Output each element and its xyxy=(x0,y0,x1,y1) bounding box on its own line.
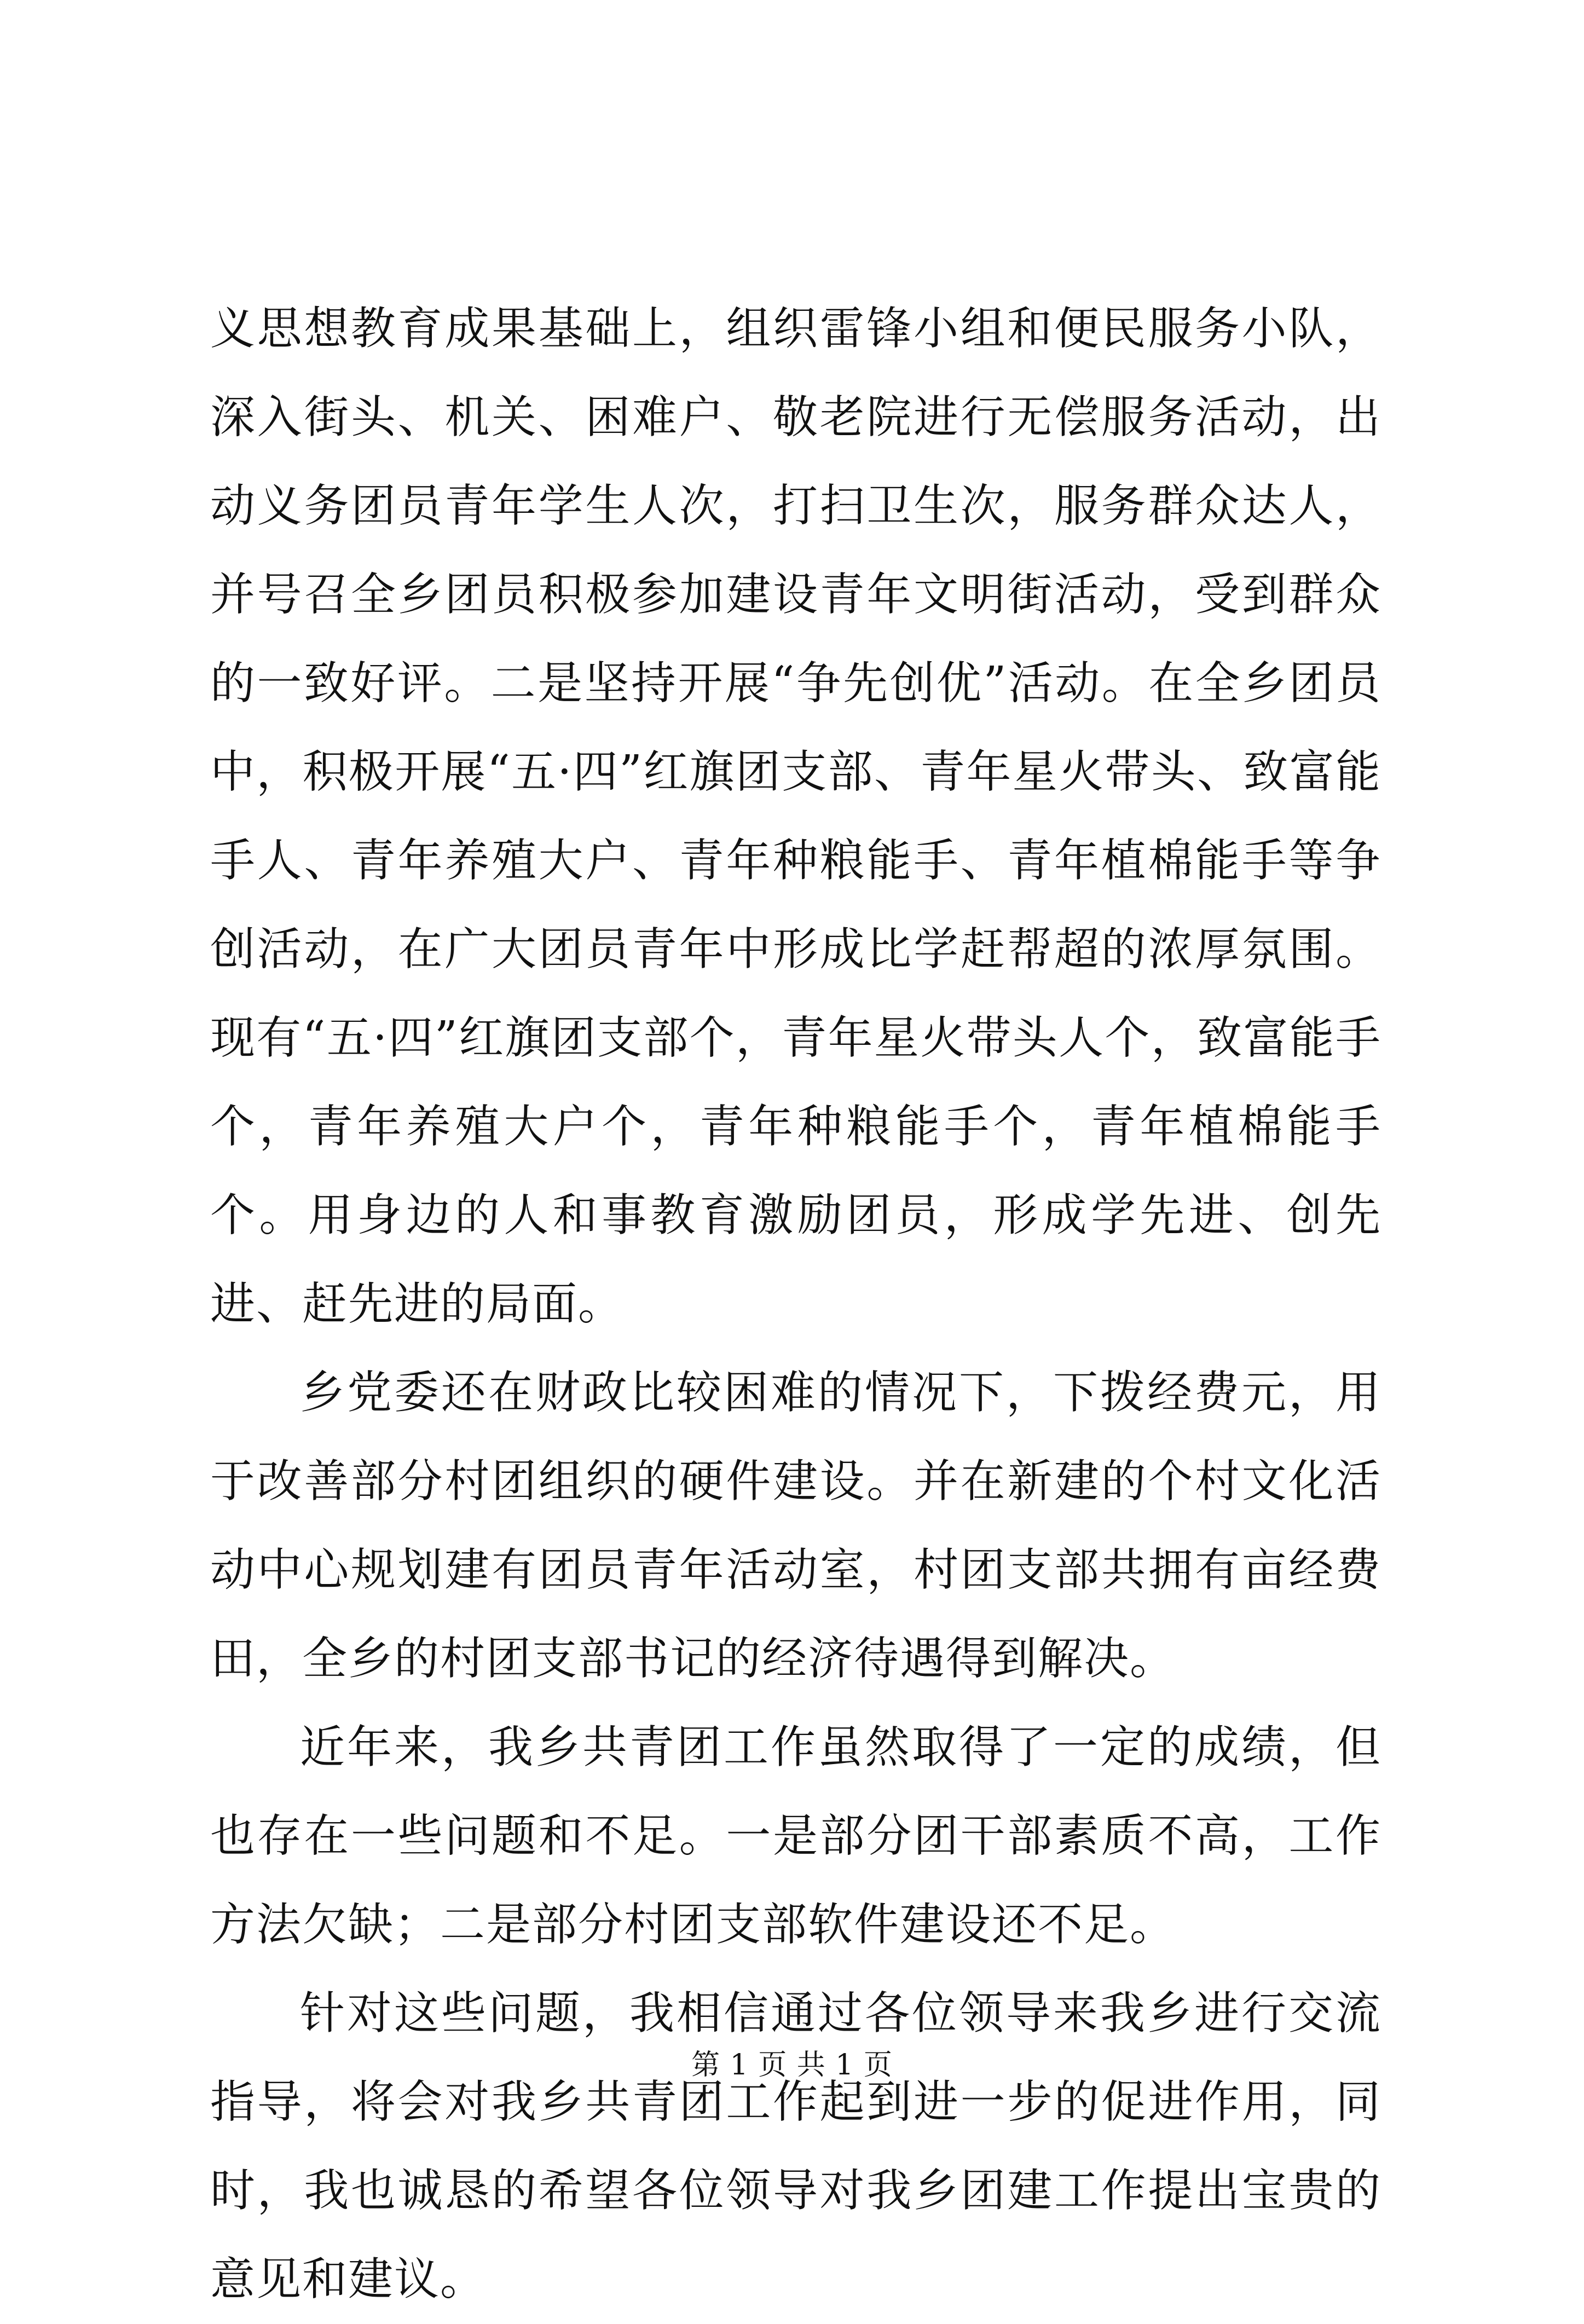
document-body xyxy=(210,285,1381,2324)
paragraph-1: 义思想教育成果基础上，组织雷锋小组和便民服务小队，深入街头、机关、困难户、敬老院进行无偿服务活动，出动义务团员青年学生人次，打扫卫生次，服务群众达人，并号召全乡团员积极参加建设青年文明街活动，受到群众的一致好评。二是坚持开展“争先创优”活动。在全乡团员中，积极开展“五·四”红旗团支部、青年星火带头、致富能手人、青年养殖大户、青年种粮能手、青年植棉能手等争创活动，在广大团员青年中形成比学赶帮超的浓厚氛围。现有“五·四”红旗团支部个，青年星火带头人个，致富能手个，青年养殖大户个，青年种粮能手个，青年植棉能手个。用身边的人和事教育激励团员，形成学先进、创先进、赶先进的局面。 xyxy=(210,303,1381,1330)
paragraph-3: 近年来，我乡共青团工作虽然取得了一定的成绩，但也存在一些问题和不足。一是部分团干部素质不高，工作方法欠缺；二是部分村团支部软件建设还不足。 xyxy=(210,1721,1381,1951)
paragraph-2: 乡党委还在财政比较困难的情况下，下拨经费元，用于改善部分村团组织的硬件建设。并在新建的个村文化活动中心规划建有团员青年活动室，村团支部共拥有亩经费田，全乡的村团支部书记的经济待遇得到解决。 xyxy=(210,1367,1381,1685)
page-footer: 第 1 页 共 1 页 xyxy=(691,2049,893,2082)
paragraph-4: 针对这些问题，我相信通过各位领导来我乡进行交流指导，将会对我乡共青团工作起到进一步的促进作用，同时，我也诚恳的希望各位领导对我乡团建工作提出宝贵的意见和建议。 xyxy=(210,1987,1381,2305)
